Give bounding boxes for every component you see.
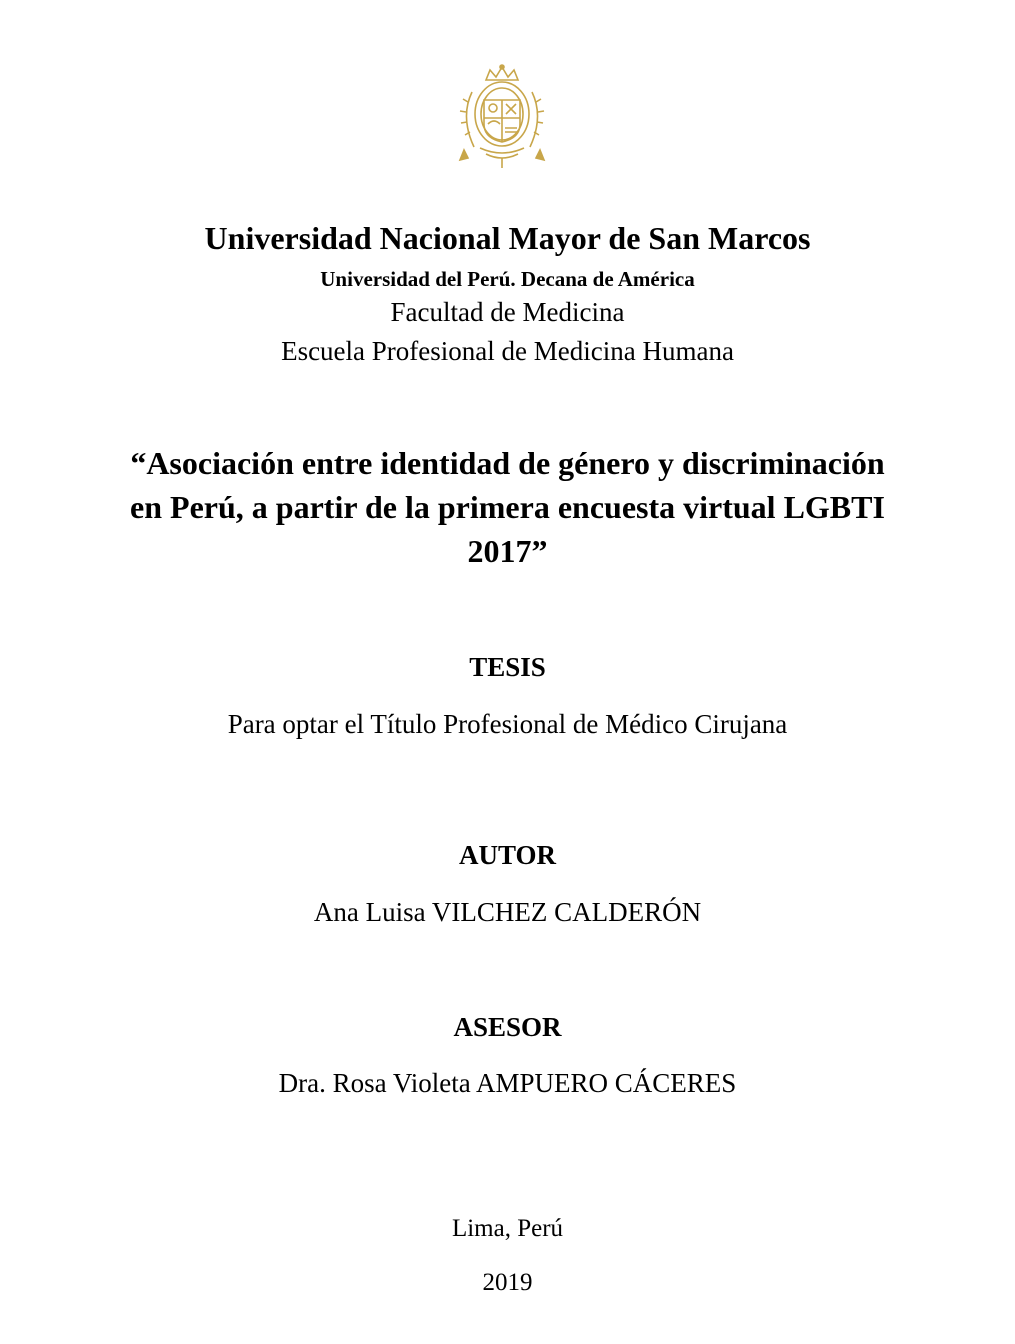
faculty-name: Facultad de Medicina (390, 297, 625, 327)
year: 2019 (482, 1269, 533, 1296)
author-heading: AUTOR (458, 840, 557, 870)
tesis-heading: TESIS (469, 652, 546, 682)
university-seal-icon (452, 62, 552, 170)
place: Lima, Perú (451, 1215, 564, 1242)
thesis-title (0, 441, 1015, 573)
advisor-heading: ASESOR (453, 1012, 562, 1042)
university-subtitle: Universidad del Perú. Decana de América (320, 267, 695, 291)
author-name: Ana Luisa VILCHEZ CALDERÓN (313, 897, 702, 927)
thesis-title-line-2: en Perú, a partir de la primera encuesta virtual LGBTI (130, 489, 885, 525)
school-name: Escuela Profesional de Medicina Humana (281, 336, 734, 366)
thesis-title-line-1: “Asociación entre identidad de género y discriminación (130, 445, 885, 481)
thesis-title-line-3: 2017” (467, 533, 548, 569)
university-name: Universidad Nacional Mayor de San Marcos (204, 220, 811, 256)
tesis-purpose: Para optar el Título Profesional de Médico Cirujana (227, 709, 788, 739)
advisor-name: Dra. Rosa Violeta AMPUERO CÁCERES (278, 1068, 737, 1098)
